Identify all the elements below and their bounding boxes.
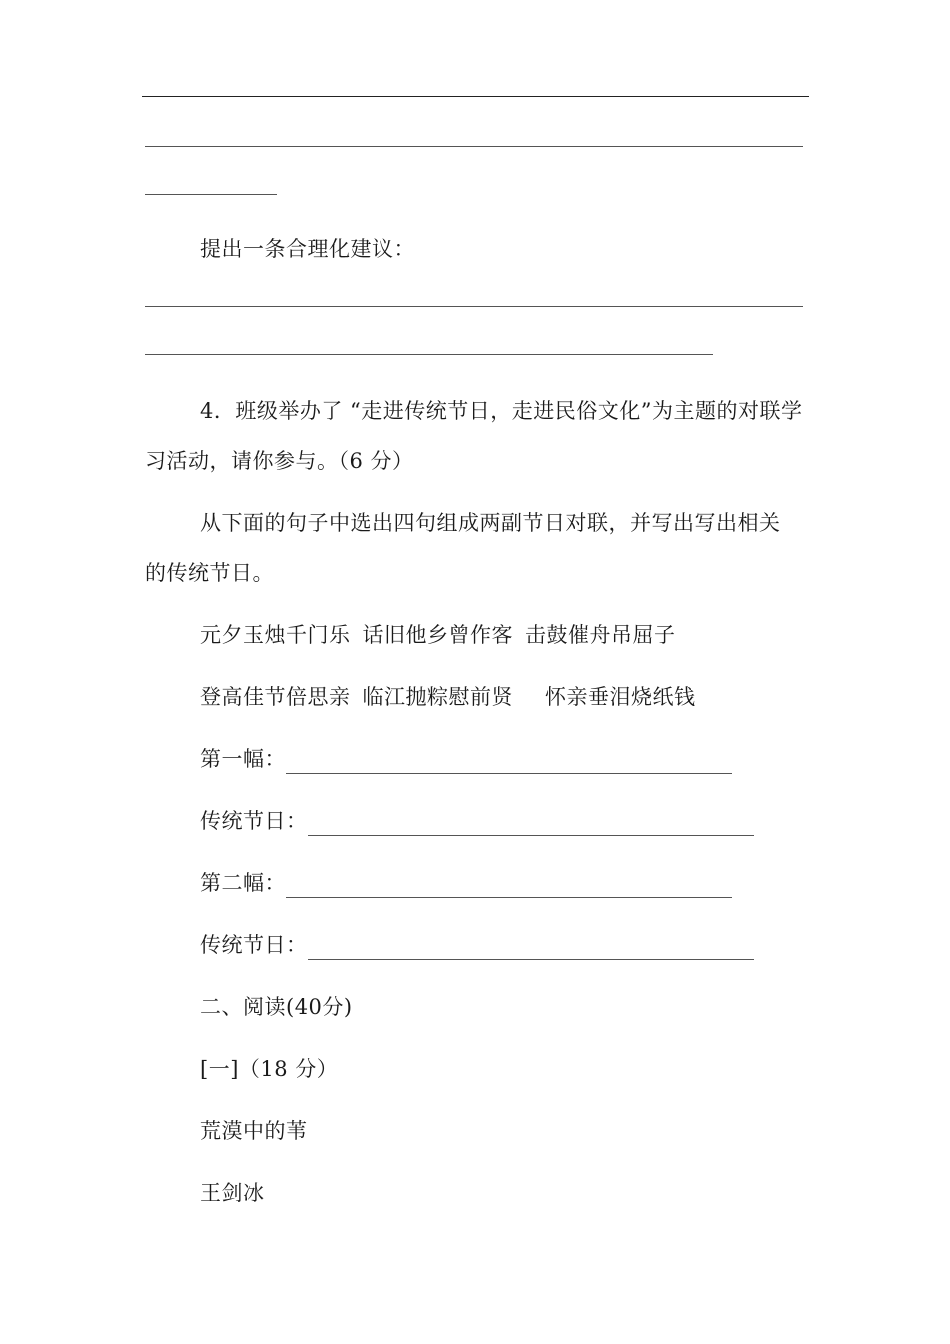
- first-couplet-label: 第一幅：: [200, 747, 286, 771]
- couplet-option: 击鼓催舟吊屈子: [525, 623, 676, 647]
- suggestion-blank-line[interactable]: [145, 306, 803, 307]
- header-rule: [142, 96, 809, 97]
- first-couplet-row: [200, 744, 732, 774]
- couplet-options-row-2: [200, 682, 696, 712]
- part-1-heading: [一]（18 分）: [200, 1057, 339, 1081]
- question-4-instruction-cont: 的传统节日。: [145, 561, 274, 585]
- question-4-instruction: 从下面的句子中选出四句组成两副节日对联，并写出写出相关: [200, 511, 781, 535]
- second-couplet-label: 第二幅：: [200, 871, 286, 895]
- suggestion-label: 提出一条合理化建议：: [200, 237, 415, 261]
- article-title: 荒漠中的苇: [200, 1119, 308, 1143]
- first-couplet-blank[interactable]: [286, 751, 732, 774]
- couplet-option: 临江抛粽慰前贤: [362, 685, 513, 709]
- festival-1-row: [200, 806, 754, 836]
- festival-2-blank[interactable]: [308, 937, 754, 960]
- couplet-options-row-1: [200, 620, 676, 650]
- couplet-option: 怀亲垂泪烧纸钱: [545, 685, 696, 709]
- festival-2-label: 传统节日：: [200, 933, 308, 957]
- answer-blank-line[interactable]: [145, 194, 277, 195]
- answer-blank-line[interactable]: [145, 146, 803, 147]
- festival-1-label: 传统节日：: [200, 809, 308, 833]
- second-couplet-blank[interactable]: [286, 875, 732, 898]
- second-couplet-row: [200, 868, 732, 898]
- article-author: 王剑冰: [200, 1181, 265, 1205]
- festival-2-row: [200, 930, 754, 960]
- section-2-title: 二、阅读(40分): [200, 995, 353, 1019]
- couplet-option: 元夕玉烛千门乐: [200, 623, 351, 647]
- couplet-option: 登高佳节倍思亲: [200, 685, 351, 709]
- question-4-text-cont: 习活动，请你参与。（6 分）: [145, 449, 414, 473]
- question-4-text: 4．班级举办了 “走进传统节日，走进民俗文化”为主题的对联学: [200, 399, 803, 423]
- festival-1-blank[interactable]: [308, 813, 754, 836]
- suggestion-blank-line[interactable]: [145, 354, 713, 355]
- couplet-option: 话旧他乡曾作客: [362, 623, 513, 647]
